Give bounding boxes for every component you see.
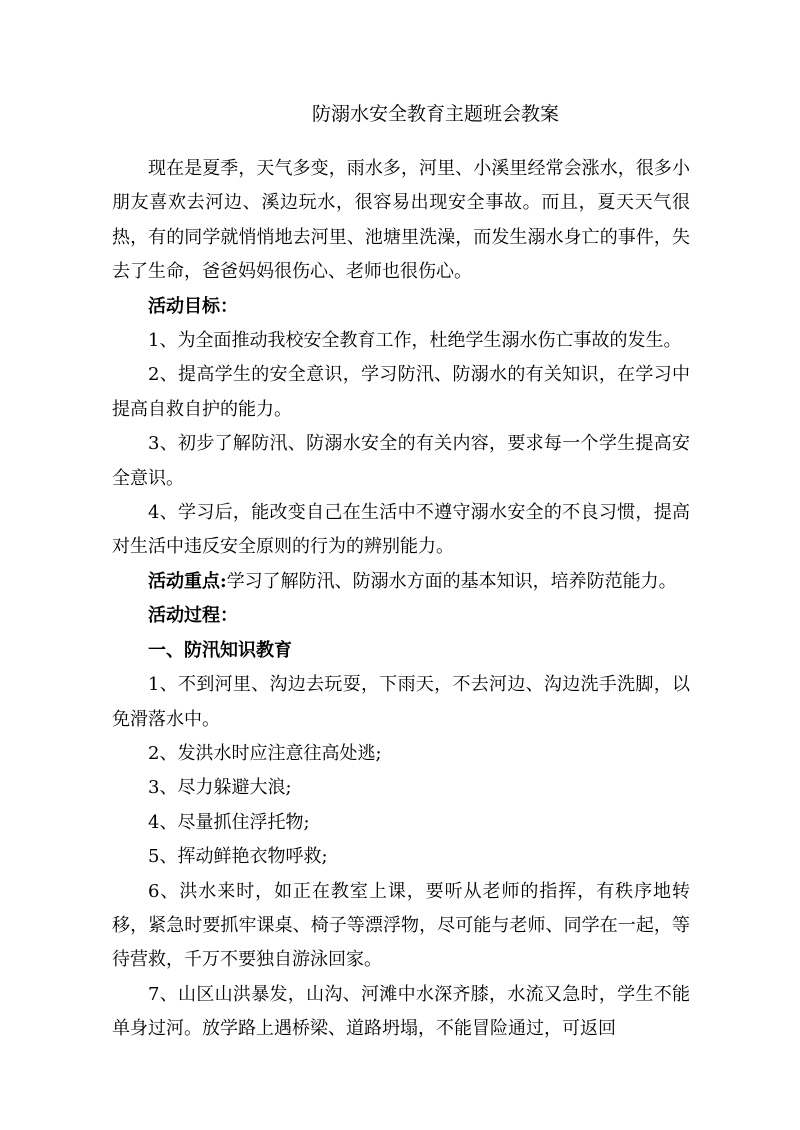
intro-paragraph: 现在是夏季，天气多变，雨水多，河里、小溪里经常会涨水，很多小朋友喜欢去河边、溪边玩水，很容易出现安全事故。而且，夏天天气很热，有的同学就悄悄地去河里、池塘里洗澡，而发生溺水身亡的事件，失去了生命，爸爸妈妈很伤心、老师也很伤心。 — [112, 158, 690, 283]
focus-text: 学习了解防汛、防溺水方面的基本知识，培养防范能力。 — [226, 570, 677, 592]
document-title: 防溺水安全教育主题班会教案 — [312, 103, 560, 125]
goals-heading: 活动目标： — [148, 295, 238, 317]
goal-item: 1、为全面推动我校安全教育工作，杜绝学生溺水伤亡事故的发生。 — [148, 330, 682, 352]
section1-item: 4、尽量抓住浮托物; — [148, 811, 310, 833]
section1-heading: 一、防汛知识教育 — [148, 639, 292, 661]
document-body — [112, 152, 690, 1047]
goal-item: 4、学习后，能改变自己在生活中不遵守溺水安全的不良习惯，提高对生活中违反安全原则的行为的辨别能力。 — [112, 502, 690, 558]
goal-item: 3、初步了解防汛、防溺水安全的有关内容，要求每一个学生提高安全意识。 — [112, 433, 690, 489]
section1-item: 7、山区山洪暴发，山沟、河滩中水深齐膝，水流又急时，学生不能单身过河。放学路上遇桥梁、道路坍塌，不能冒险通过，可返回 — [112, 983, 690, 1040]
section1-item: 5、挥动鲜艳衣物呼救; — [148, 846, 328, 868]
process-heading: 活动过程： — [148, 605, 238, 627]
focus-paragraph — [112, 565, 690, 599]
section1-item: 6、洪水来时，如正在教室上课，要听从老师的指挥，有秩序地转移，紧急时要抓牢课桌、椅子等漂浮物，尽可能与老师、同学在一起，等待营救，千万不要独自游泳回家。 — [112, 880, 690, 971]
focus-label: 活动重点: — [148, 570, 227, 592]
goal-item: 2、提高学生的安全意识，学习防汛、防溺水的有关知识，在学习中提高自救自护的能力。 — [112, 364, 690, 420]
section1-item: 1、不到河里、沟边去玩耍，下雨天，不去河边、沟边洗手洗脚，以免滑落水中。 — [112, 674, 690, 730]
section1-item: 3、尽力躲避大浪; — [148, 777, 292, 799]
section1-item: 2、发洪水时应注意往高处逃; — [148, 742, 382, 764]
